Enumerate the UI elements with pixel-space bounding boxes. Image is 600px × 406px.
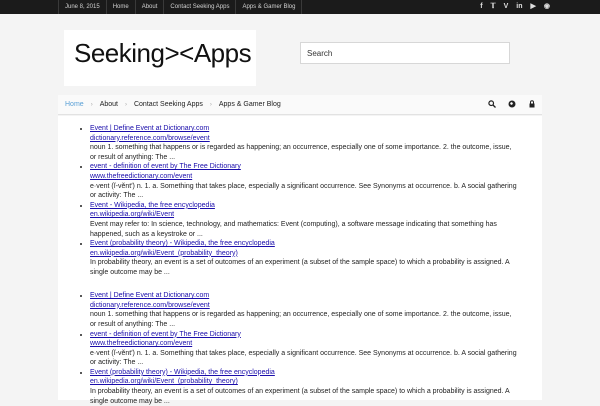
list-item [90, 124, 518, 162]
result-snippet: In probability theory, an event is a set of outcomes of an experiment (a subset of the sample space) to which a probability is assigned. A single outcome may be ... [90, 388, 510, 405]
nav-item-home[interactable]: Home [65, 101, 84, 108]
site-logo[interactable] [64, 30, 256, 86]
result-snippet: In probability theory, an event is a set of outcomes of an experiment (a subset of the sample space) to which a probability is assigned. A single outcome may be ... [90, 259, 510, 276]
result-title-link[interactable]: • event - definition of event by The Free Dictionary [90, 163, 241, 171]
dribbble-icon[interactable]: ◉ [543, 3, 550, 10]
result-url-link[interactable]: www.thefreedictionary.com/event [90, 172, 193, 180]
result-url-link[interactable]: dictionary.reference.com/browse/event [90, 301, 210, 309]
result-snippet: Event may refer to: In science, technology, and mathematics: Event (computing), a software message indicating that something has happened, such as a keystroke or ... [90, 220, 497, 238]
nav-separator-icon: › [124, 102, 127, 108]
result-snippet: noun 1. something that happens or is regarded as happening; an occurrence, especially one of some importance. 2. the outcome, issue, or result of anything: The ... [90, 311, 512, 328]
facebook-icon[interactable]: f [480, 3, 483, 10]
result-title-link[interactable]: • Event | Define Event at Dictionary.com [90, 292, 210, 300]
list-item [90, 201, 518, 239]
result-url-link[interactable]: www.thefreedictionary.com/event [90, 340, 193, 348]
social-icons [480, 0, 550, 14]
site-header [0, 14, 600, 94]
top-link-about[interactable]: About [135, 0, 164, 14]
top-link-blog[interactable]: Apps & Gamer Blog [235, 0, 302, 14]
result-url-link[interactable]: en.wikipedia.org/wiki/Event_(probability_theory) [90, 378, 238, 386]
nav-item-about[interactable]: About [99, 101, 118, 108]
list-item [90, 162, 518, 200]
top-bar [0, 0, 600, 14]
result-list [88, 124, 518, 406]
result-snippet: e·vent (ĭ-vĕnt′) n. 1. a. Something that takes place, especially a significant occurrence. See Synonyms at occurrence. b. A social gathering or activity: The ... [90, 349, 517, 367]
linkedin-icon[interactable]: in [516, 3, 523, 10]
result-title-link[interactable]: • Event - Wikipedia, the free encyclopedia [90, 201, 215, 209]
list-item [90, 330, 518, 368]
nav-tools [488, 95, 536, 115]
nav-item-contact[interactable]: Contact Seeking Apps [133, 101, 203, 108]
top-date: June 8, 2015 [58, 0, 106, 14]
top-links [58, 0, 302, 14]
globe-icon[interactable] [508, 100, 516, 110]
result-url-link[interactable]: en.wikipedia.org/wiki/Event [90, 211, 175, 219]
nav-separator-icon: › [209, 102, 212, 108]
lock-icon[interactable] [528, 100, 536, 110]
list-item [90, 239, 518, 277]
result-snippet: noun 1. something that happens or is regarded as happening; an occurrence, especially one of some importance. 2. the outcome, issue, or result of anything: The ... [90, 144, 512, 161]
list-item [90, 291, 518, 329]
result-url-link[interactable]: dictionary.reference.com/browse/event [90, 134, 210, 142]
result-snippet: e·vent (ĭ-vĕnt′) n. 1. a. Something that takes place, especially a significant occurrence. See Synonyms at occurrence. b. A social gathering or activity: The ... [90, 182, 517, 200]
top-link-contact[interactable]: Contact Seeking Apps [163, 0, 235, 14]
main-nav [58, 95, 542, 115]
list-item [90, 368, 518, 406]
logo-text: Seeking><Apps [74, 38, 252, 68]
top-link-home[interactable]: Home [106, 0, 135, 14]
result-title-link[interactable]: • event - definition of event by The Free Dictionary [90, 330, 241, 338]
result-title-link[interactable]: • Event (probability theory) - Wikipedia, the free encyclopedia [90, 240, 275, 248]
main-content [58, 116, 542, 405]
search-input[interactable] [300, 42, 510, 64]
result-title-link[interactable]: • Event (probability theory) - Wikipedia, the free encyclopedia [90, 368, 275, 376]
youtube-icon[interactable]: ▶ [530, 3, 536, 10]
list-gap [90, 277, 518, 291]
search-icon[interactable] [488, 100, 496, 110]
result-title-link[interactable]: • Event | Define Event at Dictionary.com [90, 125, 210, 132]
twitter-icon[interactable]: 𝕋 [490, 3, 496, 10]
vimeo-icon[interactable]: V [503, 3, 509, 10]
nav-separator-icon: › [90, 102, 93, 108]
result-url-link[interactable]: en.wikipedia.org/wiki/Event_(probability_theory) [90, 249, 238, 257]
nav-item-blog[interactable]: Apps & Gamer Blog [218, 101, 281, 108]
